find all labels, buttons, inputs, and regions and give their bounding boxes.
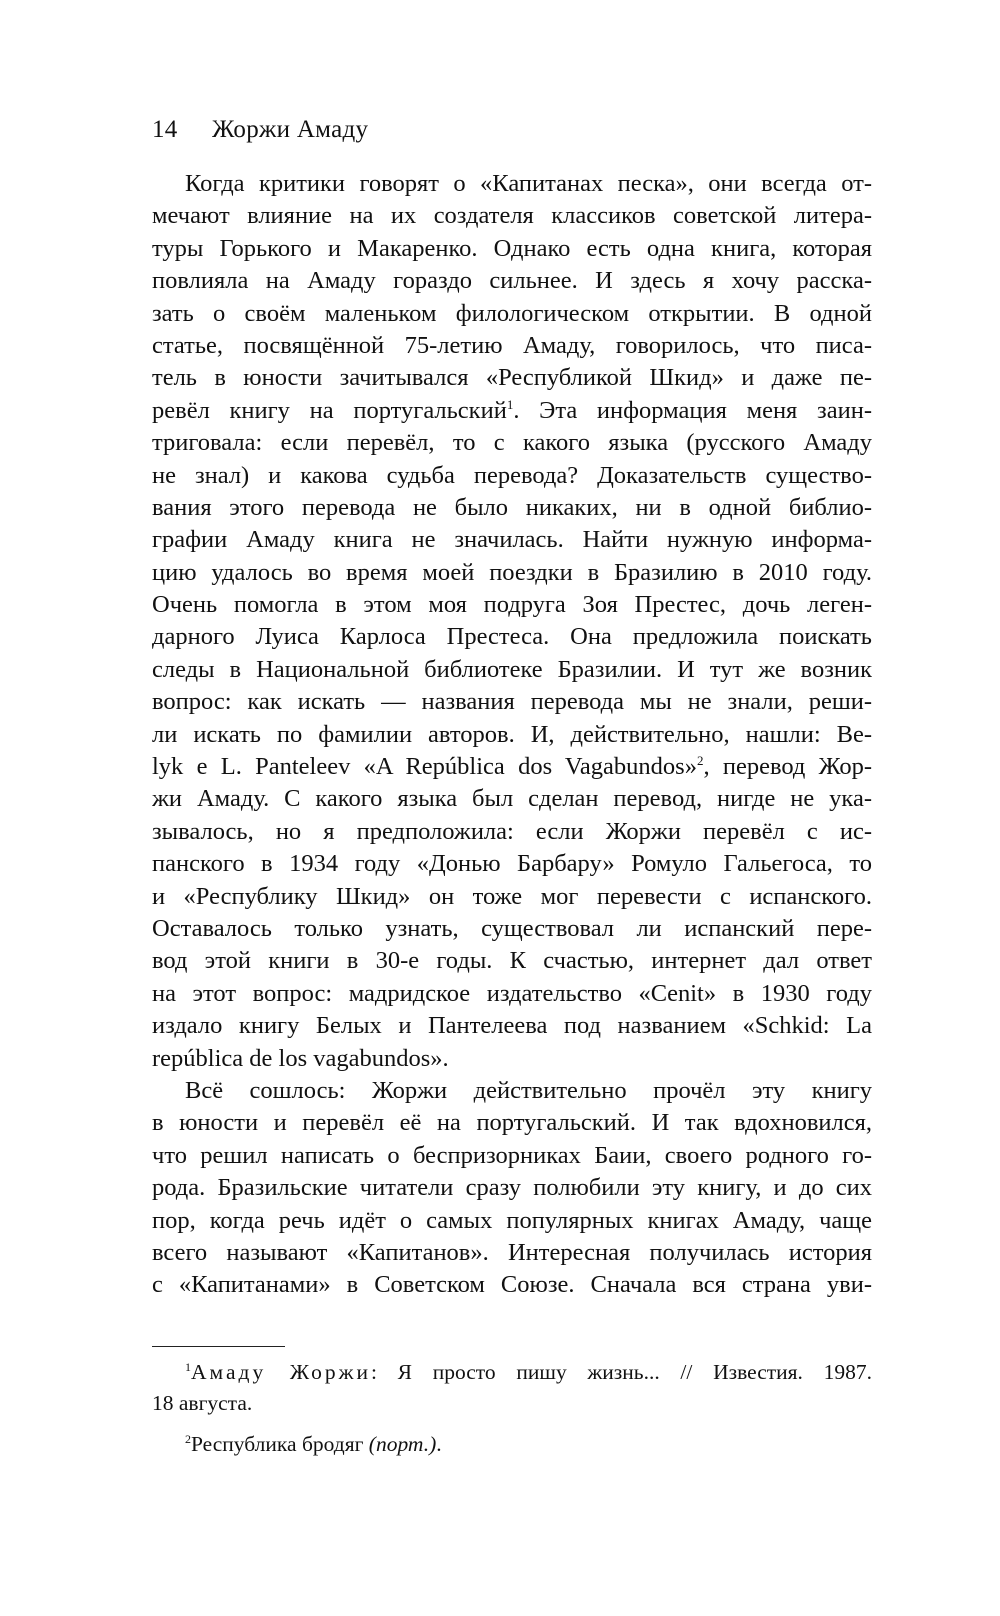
- footnote-1-source: : Я просто пишу жизнь... // Известия. 1987.: [370, 1360, 872, 1384]
- text-line: повлияла на Амаду гораздо сильнее. И здесь я хочу расска-: [152, 267, 872, 295]
- text-line: триговала: если перевёл, то с какого языка (русского Амаду: [152, 429, 872, 457]
- page-number: 14: [152, 116, 178, 143]
- text-line: следы в Национальной библиотеке Бразилии. И тут же возник: [152, 655, 872, 683]
- text-segment: , перевод Жор-: [703, 753, 872, 781]
- text-line: рода. Бразильские читатели сразу полюбили эту книгу, и до сих: [152, 1174, 872, 1202]
- text-line: в юности и перевёл её на португальский. И так вдохновился,: [152, 1109, 872, 1137]
- text-line: тель в юности зачитывался «Республикой Шкид» и даже пе-: [152, 364, 872, 392]
- text-line: вод этой книги в 30-е годы. К счастью, интернет дал ответ: [152, 947, 872, 975]
- footnote-ref-2[interactable]: 2: [696, 753, 704, 769]
- text-line: Оставалось только узнать, существовал ли испанский пере-: [152, 914, 872, 942]
- text-line: с «Капитанами» в Советском Союзе. Сначала вся страна уви-: [152, 1271, 872, 1299]
- text-line: мечают влияние на их создателя классиков советской литера-: [152, 202, 872, 230]
- text-line: графии Амаду книга не значилась. Найти нужную информа-: [152, 526, 872, 554]
- footnote-1-date: 18 августа.: [152, 1390, 253, 1415]
- running-header: [152, 116, 368, 144]
- footnote-2-marker: 2: [185, 1432, 191, 1446]
- text-line: не знал) и какова судьба перевода? Доказательств существо-: [152, 461, 872, 489]
- text-segment: lyk e L. Panteleev «A República dos Vagabundos»: [152, 753, 697, 781]
- text-line: статье, посвящённой 75-летию Амаду, говорилось, что писа-: [152, 331, 872, 359]
- text-line: вания этого перевода не было никаких, ни в одной библио-: [152, 493, 872, 521]
- text-line: на этот вопрос: мадридское издательство «Cenit» в 1930 году: [152, 979, 872, 1007]
- text-segment: . Эта информация меня заин-: [513, 396, 872, 424]
- text-line-with-footnote-ref: [152, 395, 872, 427]
- text-line: туры Горького и Макаренко. Однако есть одна книга, которая: [152, 234, 872, 262]
- text-line: вопрос: как искать — названия перевода мы не знали, реши-: [152, 688, 872, 716]
- footnote-divider: [152, 1346, 285, 1347]
- text-line: издало книгу Белых и Пантелеева под названием «Schkid: La: [152, 1012, 872, 1040]
- text-line: пор, когда речь идёт о самых популярных книгах Амаду, чаще: [152, 1206, 872, 1234]
- text-line-with-footnote-ref: [152, 751, 872, 783]
- footnote-2: [152, 1429, 872, 1460]
- footnote-1-marker: 1: [185, 1360, 191, 1374]
- footnote-1: [152, 1357, 872, 1388]
- text-line: всего называют «Капитанов». Интересная получилась история: [152, 1238, 872, 1266]
- text-line: и «Республику Шкид» он тоже мог перевести с испанского.: [152, 882, 872, 910]
- footnote-2-text: Республика бродяг: [191, 1432, 364, 1456]
- footnote-2-note: (порт.): [368, 1432, 437, 1456]
- text-line: зать о своём маленьком филологическом открытии. В одной: [152, 299, 872, 327]
- text-segment: ревёл книгу на португальский: [152, 396, 507, 424]
- body-text: [152, 168, 872, 1302]
- paragraph-end-line: república de los vagabundos».: [152, 1044, 449, 1072]
- text-line: цию удалось во время моей поездки в Бразилию в 2010 году.: [152, 558, 872, 586]
- footnote-ref-1[interactable]: 1: [506, 396, 514, 412]
- footnote-2-end: .: [436, 1432, 442, 1456]
- footnotes: [152, 1357, 872, 1460]
- text-line: ли искать по фамилии авторов. И, действительно, нашли: Be-: [152, 720, 872, 748]
- text-line: дарного Луиса Карлоса Престеса. Она предложила поискать: [152, 623, 872, 651]
- text-line: жи Амаду. С какого языка был сделан перевод, нигде не ука-: [152, 785, 872, 813]
- running-title: Жоржи Амаду: [212, 116, 369, 143]
- text-line: зывалось, но я предположила: если Жоржи перевёл с ис-: [152, 817, 872, 845]
- text-line: панского в 1934 году «Донью Барбару» Ромуло Гальегоса, то: [152, 850, 872, 878]
- text-line: Когда критики говорят о «Капитанах песка», они всегда от-: [185, 170, 872, 197]
- footnote-1-author: Амаду Жоржи: [191, 1360, 371, 1384]
- text-line: что решил написать о беспризорниках Баии, своего родного го-: [152, 1141, 872, 1169]
- text-line: Очень помогла в этом моя подруга Зоя Престес, дочь леген-: [152, 591, 872, 619]
- text-line: Всё сошлось: Жоржи действительно прочёл эту книгу: [185, 1076, 872, 1104]
